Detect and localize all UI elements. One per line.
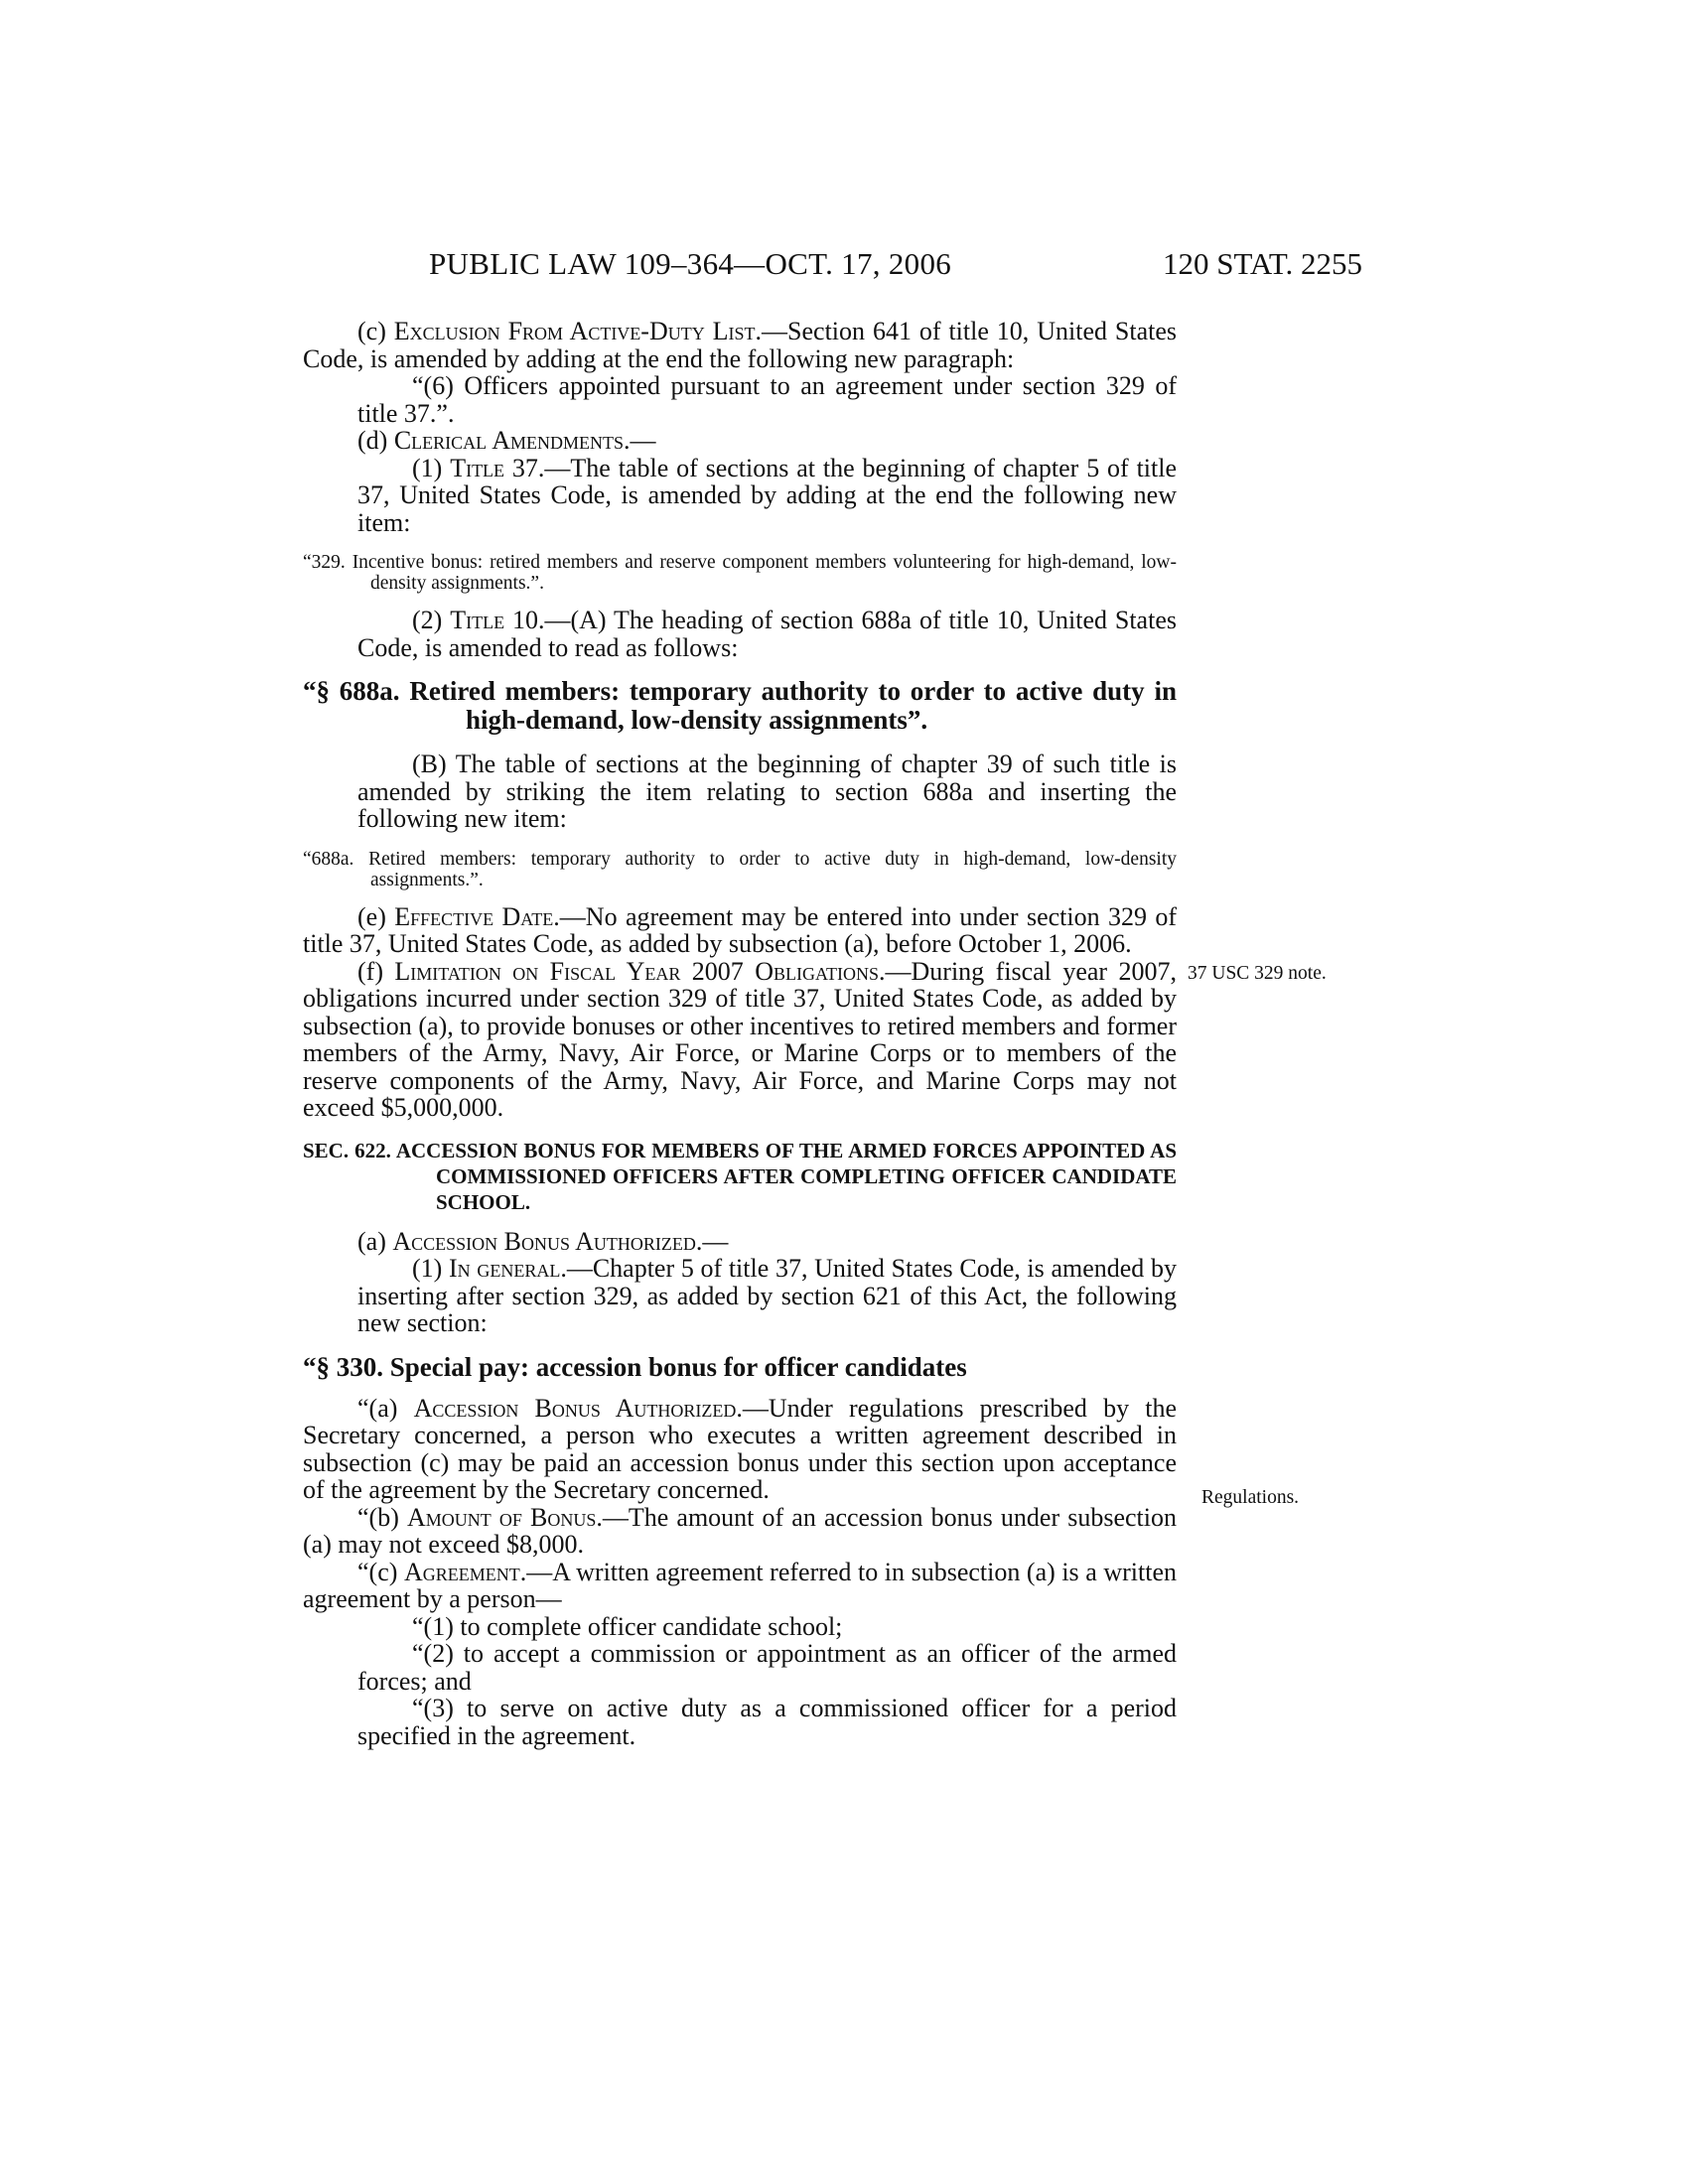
quoted-subsection-c: “(c) Agreement.—A written agreement referred to in subsection (a) is a written agreement by a person—	[303, 1557, 1177, 1613]
quoted-subsection-b: “(b) Amount of Bonus.—The amount of an accession bonus under subsection (a) may not exceed $8,000.	[303, 1502, 1177, 1559]
quoted-paragraph-6: “(6) Officers appointed pursuant to an agreement under section 329 of title 37.”.	[357, 371, 1177, 428]
subsection-c: (c) Exclusion From Active-Duty List.—Section 641 of title 10, United States Code, is amended by adding at the end the following new paragraph:	[303, 317, 1178, 373]
subsection-e: (e) Effective Date.—No agreement may be entered into under section 329 of title 37, United States Code, as added by subsection (a), before October 1, 2006.	[303, 901, 1178, 958]
section-622-heading: SEC. 622. ACCESSION BONUS FOR MEMBERS OF THE ARMED FORCES APPOINTED AS COMMISSIONED OFFICERS AFTER COMPLETING OFFICER CANDIDATE SCHOOL.	[303, 1138, 1177, 1214]
subsection-a: (a) Accession Bonus Authorized.—	[357, 1226, 729, 1256]
subsection-d: (d) Clerical Amendments.—	[357, 426, 656, 455]
paragraph-d2: (2) Title 10.—(A) The heading of section 688a of title 10, United States Code, is amended to read as follows:	[357, 606, 1177, 662]
heading-688a: “§ 688a. Retired members: temporary authority to order to active duty in high-demand, low-density assignments”.	[303, 676, 1177, 735]
quoted-paragraph-c1: “(1) to complete officer candidate school;	[412, 1611, 843, 1641]
paragraph-a1: (1) In general.—Chapter 5 of title 37, United States Code, is amended by inserting after section 329, as added by section 621 of this Act, the following new section:	[357, 1254, 1177, 1337]
table-item-329: “329. Incentive bonus: retired members and reserve component members volunteering for high-demand, low-density assignments.”.	[303, 552, 1177, 594]
document-body	[303, 318, 1177, 1749]
heading-330: “§ 330. Special pay: accession bonus for officer candidates	[303, 1351, 967, 1382]
paragraph-d2b: (B) The table of sections at the beginning of chapter 39 of such title is amended by striking the item relating to section 688a and inserting the following new item:	[357, 750, 1177, 833]
header-page-number: 120 STAT. 2255	[1162, 246, 1362, 281]
running-header	[429, 246, 1362, 286]
quoted-paragraph-c2: “(2) to accept a commission or appointment as an officer of the armed forces; and	[357, 1639, 1177, 1696]
quoted-paragraph-c3: “(3) to serve on active duty as a commissioned officer for a period specified in the agreement.	[357, 1694, 1177, 1750]
table-item-688a: “688a. Retired members: temporary authority to order to active duty in high-demand, low-density assignments.”.	[303, 848, 1177, 890]
margin-note-usc: 37 USC 329 note.	[1188, 963, 1327, 984]
subsection-f: (f) Limitation on Fiscal Year 2007 Obligations.—During fiscal year 2007, obligations incurred under section 329 of title 37, United States Code, as added by subsection (a), to provide bonuses or other incentives to retired members and former members of the Army, Navy, Air Force, or Marine Corps or to members of the reserve components of the Army, Navy, Air Force, and Marine Corps may not exceed $5,000,000.	[303, 956, 1177, 1122]
quoted-subsection-a: “(a) Accession Bonus Authorized.—Under regulations prescribed by the Secretary concerned, a person who executes a written agreement described in subsection (c) may be paid an accession bonus under this section upon acceptance of the agreement by the Secretary concerned.	[303, 1393, 1177, 1504]
paragraph-d1: (1) Title 37.—The table of sections at the beginning of chapter 5 of title 37, United States Code, is amended by adding at the end the following new item:	[357, 453, 1178, 537]
header-title: PUBLIC LAW 109–364—OCT. 17, 2006	[429, 246, 952, 281]
margin-note-regulations: Regulations.	[1201, 1487, 1300, 1508]
